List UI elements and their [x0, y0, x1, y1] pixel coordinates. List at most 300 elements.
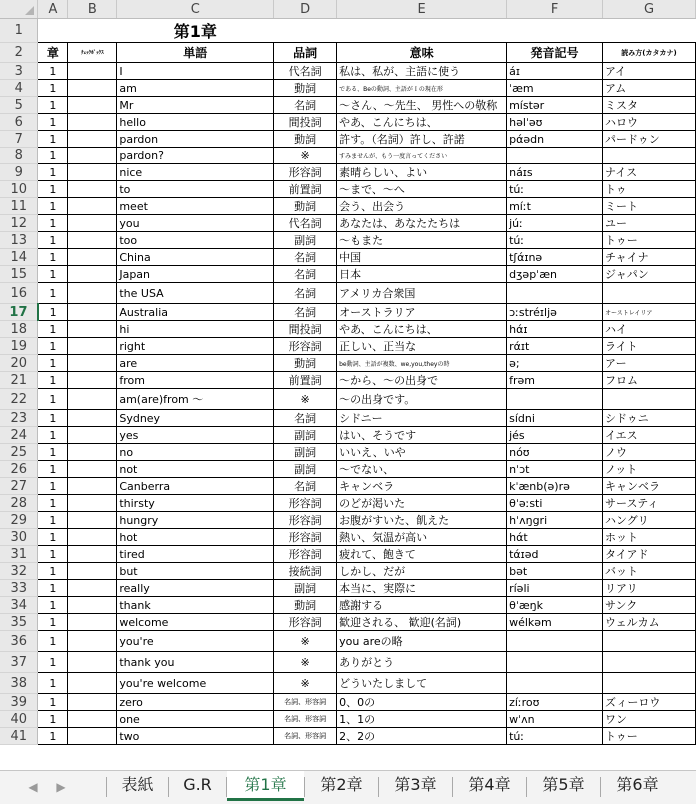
cell-word[interactable]: am [117, 80, 274, 97]
cell-katakana[interactable]: イエス [603, 427, 696, 444]
cell-checkbox[interactable] [68, 148, 117, 164]
cell-meaning[interactable]: 歓迎される、 歓迎(名詞) [337, 614, 507, 631]
cell-word[interactable]: pardon? [117, 148, 274, 164]
cell-word[interactable]: Australia [117, 304, 274, 321]
cell-word[interactable]: you [117, 215, 274, 232]
cell-word[interactable]: the USA [117, 283, 274, 304]
row-header[interactable]: 30 [0, 529, 38, 546]
cell-chapter[interactable]: 1 [38, 389, 68, 410]
cell-checkbox[interactable] [68, 232, 117, 249]
cell-katakana[interactable]: ナイス [603, 164, 696, 181]
cell-pos[interactable]: 代名詞 [274, 215, 337, 232]
cell-checkbox[interactable] [68, 215, 117, 232]
cell-checkbox[interactable] [68, 304, 117, 321]
cell-chapter[interactable]: 1 [38, 283, 68, 304]
cell-word[interactable]: you're [117, 631, 274, 652]
scroll-tabs-right-icon[interactable]: ▶ [56, 780, 66, 794]
cell-pos[interactable]: 動詞 [274, 80, 337, 97]
cell-checkbox[interactable] [68, 478, 117, 495]
row-header[interactable]: 22 [0, 389, 38, 410]
cell-katakana[interactable]: ユー [603, 215, 696, 232]
cell-checkbox[interactable] [68, 444, 117, 461]
cell-chapter[interactable]: 1 [38, 461, 68, 478]
cell-pos[interactable]: 副詞 [274, 427, 337, 444]
cell-phonetic[interactable] [507, 148, 603, 164]
cell-pos[interactable]: 名詞 [274, 97, 337, 114]
cell-word[interactable]: hi [117, 321, 274, 338]
cell-word[interactable]: Mr [117, 97, 274, 114]
cell-katakana[interactable]: フロム [603, 372, 696, 389]
cell-katakana[interactable]: ノウ [603, 444, 696, 461]
cell-checkbox[interactable] [68, 80, 117, 97]
row-header[interactable]: 27 [0, 478, 38, 495]
cell-word[interactable]: China [117, 249, 274, 266]
cell-checkbox[interactable] [68, 529, 117, 546]
cell-chapter[interactable]: 1 [38, 427, 68, 444]
cell-chapter[interactable]: 1 [38, 131, 68, 148]
cell-chapter[interactable]: 1 [38, 355, 68, 372]
cell-meaning[interactable]: ～から、～の出身で [337, 372, 507, 389]
cell-word[interactable]: welcome [117, 614, 274, 631]
row-header[interactable]: 16 [0, 283, 38, 304]
sheet-tab[interactable]: 第3章 [394, 775, 437, 794]
cell-pos[interactable]: 形容詞 [274, 338, 337, 355]
cell-phonetic[interactable]: tʃάɪnə [507, 249, 603, 266]
cell-phonetic[interactable]: túː [507, 181, 603, 198]
cell-katakana[interactable]: アー [603, 355, 696, 372]
cell-chapter[interactable]: 1 [38, 563, 68, 580]
cell-katakana[interactable]: アム [603, 80, 696, 97]
cell-pos[interactable]: 形容詞 [274, 512, 337, 529]
cell-meaning[interactable]: ～もまた [337, 232, 507, 249]
cell-word[interactable]: hot [117, 529, 274, 546]
cell-katakana[interactable]: パードゥン [603, 131, 696, 148]
cell-word[interactable]: zero [117, 694, 274, 711]
cell-meaning[interactable]: お腹がすいた、飢えた [337, 512, 507, 529]
cell-checkbox[interactable] [68, 673, 117, 694]
row-header[interactable]: 26 [0, 461, 38, 478]
header-chapter[interactable]: 章 [38, 43, 68, 63]
cell-word[interactable]: you're welcome [117, 673, 274, 694]
cell-chapter[interactable]: 1 [38, 728, 68, 745]
cell-checkbox[interactable] [68, 580, 117, 597]
cell-phonetic[interactable]: kˈænb(ə)rə [507, 478, 603, 495]
cell-chapter[interactable]: 1 [38, 444, 68, 461]
cell-checkbox[interactable] [68, 97, 117, 114]
cell-phonetic[interactable]: wˈʌn [507, 711, 603, 728]
sheet-tab[interactable]: 第6章 [616, 775, 659, 794]
row-header[interactable]: 13 [0, 232, 38, 249]
cell-checkbox[interactable] [68, 631, 117, 652]
cell-pos[interactable]: ※ [274, 631, 337, 652]
cell-pos[interactable]: 名詞 [274, 478, 337, 495]
cell-meaning[interactable]: 2、2の [337, 728, 507, 745]
scroll-tabs-left-icon[interactable]: ◀ [28, 780, 38, 794]
cell-checkbox[interactable] [68, 614, 117, 631]
cell-b1[interactable] [68, 19, 117, 43]
cell-phonetic[interactable]: θˈæŋk [507, 597, 603, 614]
cell-checkbox[interactable] [68, 652, 117, 673]
cell-katakana[interactable]: サンク [603, 597, 696, 614]
row-header[interactable]: 35 [0, 614, 38, 631]
column-header-d[interactable]: D [274, 0, 337, 19]
cell-checkbox[interactable] [68, 321, 117, 338]
cell-meaning[interactable]: しかし、だが [337, 563, 507, 580]
cell-phonetic[interactable]: rάɪt [507, 338, 603, 355]
cell-checkbox[interactable] [68, 410, 117, 427]
cell-word[interactable]: too [117, 232, 274, 249]
cell-word[interactable]: not [117, 461, 274, 478]
cell-katakana[interactable] [603, 283, 696, 304]
cell-katakana[interactable]: サースティ [603, 495, 696, 512]
row-header[interactable]: 41 [0, 728, 38, 745]
cell-meaning[interactable]: 1、1の [337, 711, 507, 728]
cell-katakana[interactable]: ハイ [603, 321, 696, 338]
cell-meaning[interactable]: すみませんが、もう一度言ってください [337, 148, 507, 164]
cell-chapter[interactable]: 1 [38, 114, 68, 131]
row-header[interactable]: 8 [0, 148, 38, 164]
row-header[interactable]: 3 [0, 63, 38, 80]
cell-meaning[interactable]: 熱い、気温が高い [337, 529, 507, 546]
cell-katakana[interactable] [603, 389, 696, 410]
row-header[interactable]: 20 [0, 355, 38, 372]
cell-d1[interactable] [274, 19, 337, 43]
cell-phonetic[interactable]: zíːroʊ [507, 694, 603, 711]
cell-chapter[interactable]: 1 [38, 597, 68, 614]
cell-word[interactable]: right [117, 338, 274, 355]
cell-meaning[interactable]: ～まで、～へ [337, 181, 507, 198]
row-header[interactable]: 12 [0, 215, 38, 232]
cell-chapter[interactable]: 1 [38, 529, 68, 546]
row-header[interactable]: 40 [0, 711, 38, 728]
cell-meaning[interactable]: シドニー [337, 410, 507, 427]
cell-checkbox[interactable] [68, 283, 117, 304]
cell-katakana[interactable]: ハロウ [603, 114, 696, 131]
cell-phonetic[interactable]: míːt [507, 198, 603, 215]
cell-meaning[interactable]: やあ、こんにちは、 [337, 114, 507, 131]
cell-chapter[interactable]: 1 [38, 673, 68, 694]
cell-phonetic[interactable]: pάədn [507, 131, 603, 148]
sheet-tab[interactable]: 第5章 [542, 775, 585, 794]
cell-chapter[interactable]: 1 [38, 546, 68, 563]
cell-meaning[interactable]: be動詞、主語が複数、we,you,theyの時 [337, 355, 507, 372]
cell-chapter[interactable]: 1 [38, 80, 68, 97]
row-header[interactable]: 28 [0, 495, 38, 512]
row-header[interactable]: 25 [0, 444, 38, 461]
cell-pos[interactable]: 名詞 [274, 304, 337, 321]
cell-chapter[interactable]: 1 [38, 652, 68, 673]
cell-chapter[interactable]: 1 [38, 148, 68, 164]
cell-meaning[interactable]: ～さん、～先生、 男性への敬称 [337, 97, 507, 114]
cell-phonetic[interactable]: místər [507, 97, 603, 114]
cell-pos[interactable]: 動詞 [274, 131, 337, 148]
cell-pos[interactable]: 名詞 [274, 410, 337, 427]
cell-katakana[interactable]: リアリ [603, 580, 696, 597]
row-header[interactable]: 11 [0, 198, 38, 215]
cell-pos[interactable]: 副詞 [274, 444, 337, 461]
cell-checkbox[interactable] [68, 198, 117, 215]
cell-phonetic[interactable]: nˈɔt [507, 461, 603, 478]
cell-word[interactable]: two [117, 728, 274, 745]
cell-checkbox[interactable] [68, 597, 117, 614]
cell-phonetic[interactable]: sídni [507, 410, 603, 427]
cell-chapter[interactable]: 1 [38, 321, 68, 338]
cell-pos[interactable]: 前置詞 [274, 181, 337, 198]
cell-pos[interactable]: 副詞 [274, 461, 337, 478]
cell-pos[interactable]: 副詞 [274, 580, 337, 597]
cell-word[interactable]: Canberra [117, 478, 274, 495]
cell-katakana[interactable]: ハングリ [603, 512, 696, 529]
cell-meaning[interactable]: 素晴らしい、よい [337, 164, 507, 181]
cell-chapter[interactable]: 1 [38, 495, 68, 512]
cell-pos[interactable]: ※ [274, 148, 337, 164]
cell-katakana[interactable]: ミート [603, 198, 696, 215]
cell-meaning[interactable]: アメリカ合衆国 [337, 283, 507, 304]
cell-phonetic[interactable]: ríəli [507, 580, 603, 597]
row-header[interactable]: 39 [0, 694, 38, 711]
cell-phonetic[interactable] [507, 652, 603, 673]
cell-katakana[interactable]: ミスタ [603, 97, 696, 114]
row-header-1[interactable]: 1 [0, 19, 38, 43]
cell-word[interactable]: nice [117, 164, 274, 181]
row-header[interactable]: 4 [0, 80, 38, 97]
cell-word[interactable]: one [117, 711, 274, 728]
cell-pos[interactable]: ※ [274, 652, 337, 673]
cell-checkbox[interactable] [68, 495, 117, 512]
cell-katakana[interactable]: アイ [603, 63, 696, 80]
cell-meaning[interactable]: 許す。（名詞）許し、許諾 [337, 131, 507, 148]
cell-pos[interactable]: 形容詞 [274, 614, 337, 631]
cell-pos[interactable]: 動詞 [274, 198, 337, 215]
cell-katakana[interactable]: ワン [603, 711, 696, 728]
cell-chapter[interactable]: 1 [38, 580, 68, 597]
cell-phonetic[interactable]: hˈʌŋgri [507, 512, 603, 529]
cell-chapter[interactable]: 1 [38, 164, 68, 181]
cell-pos[interactable]: 形容詞 [274, 546, 337, 563]
cell-meaning[interactable]: 疲れて、飽きて [337, 546, 507, 563]
cell-phonetic[interactable]: júː [507, 215, 603, 232]
cell-pos[interactable]: 間投詞 [274, 114, 337, 131]
cell-word[interactable]: thank you [117, 652, 274, 673]
cell-phonetic[interactable]: ɔːstréɪljə [507, 304, 603, 321]
cell-checkbox[interactable] [68, 63, 117, 80]
cell-katakana[interactable]: シドゥニ [603, 410, 696, 427]
cell-chapter[interactable]: 1 [38, 249, 68, 266]
cell-meaning[interactable]: ～でない、 [337, 461, 507, 478]
cell-pos[interactable]: 副詞 [274, 232, 337, 249]
cell-phonetic[interactable]: túː [507, 728, 603, 745]
header-phonetic[interactable]: 発音記号 [507, 43, 603, 63]
cell-phonetic[interactable] [507, 283, 603, 304]
cell-word[interactable]: are [117, 355, 274, 372]
cell-katakana[interactable] [603, 652, 696, 673]
cell-katakana[interactable]: チャイナ [603, 249, 696, 266]
cell-word[interactable]: yes [117, 427, 274, 444]
cell-checkbox[interactable] [68, 512, 117, 529]
row-header[interactable]: 32 [0, 563, 38, 580]
column-header-g[interactable]: G [603, 0, 696, 19]
cell-katakana[interactable]: ジャパン [603, 266, 696, 283]
cell-phonetic[interactable]: jés [507, 427, 603, 444]
cell-checkbox[interactable] [68, 114, 117, 131]
cell-word[interactable]: thirsty [117, 495, 274, 512]
cell-word[interactable]: Sydney [117, 410, 274, 427]
cell-f1[interactable] [507, 19, 603, 43]
cell-pos[interactable]: 名詞 [274, 283, 337, 304]
cell-phonetic[interactable]: túː [507, 232, 603, 249]
cell-phonetic[interactable]: bət [507, 563, 603, 580]
cell-word[interactable]: I [117, 63, 274, 80]
cell-phonetic[interactable]: náɪs [507, 164, 603, 181]
cell-katakana[interactable]: キャンベラ [603, 478, 696, 495]
cell-phonetic[interactable] [507, 389, 603, 410]
row-header[interactable]: 38 [0, 673, 38, 694]
row-header[interactable]: 34 [0, 597, 38, 614]
cell-word[interactable]: am(are)from ～ [117, 389, 274, 410]
cell-checkbox[interactable] [68, 338, 117, 355]
cell-pos[interactable]: 名詞 [274, 249, 337, 266]
row-header[interactable]: 5 [0, 97, 38, 114]
row-header-2[interactable]: 2 [0, 43, 38, 63]
cell-phonetic[interactable] [507, 631, 603, 652]
cell-phonetic[interactable]: tάɪəd [507, 546, 603, 563]
column-header-e[interactable]: E [337, 0, 507, 19]
cell-katakana[interactable] [603, 673, 696, 694]
cell-checkbox[interactable] [68, 711, 117, 728]
cell-g1[interactable] [603, 19, 696, 43]
cell-meaning[interactable]: やあ、こんにちは、 [337, 321, 507, 338]
row-header[interactable]: 23 [0, 410, 38, 427]
sheet-tab[interactable]: 第1章 [227, 771, 304, 801]
cell-katakana[interactable]: ウェルカム [603, 614, 696, 631]
cell-checkbox[interactable] [68, 131, 117, 148]
cell-checkbox[interactable] [68, 372, 117, 389]
sheet-tab[interactable]: 第2章 [320, 775, 363, 794]
cell-katakana[interactable]: ズィーロウ [603, 694, 696, 711]
cell-pos[interactable]: 動詞 [274, 597, 337, 614]
cell-meaning[interactable]: 0、0の [337, 694, 507, 711]
cell-chapter[interactable]: 1 [38, 63, 68, 80]
cell-phonetic[interactable]: həlˈəʊ [507, 114, 603, 131]
cell-phonetic[interactable]: ˈæm [507, 80, 603, 97]
cell-pos[interactable]: 代名詞 [274, 63, 337, 80]
cell-pos[interactable]: 動詞 [274, 355, 337, 372]
cell-chapter[interactable]: 1 [38, 478, 68, 495]
cell-phonetic[interactable]: θˈəːsti [507, 495, 603, 512]
cell-chapter[interactable]: 1 [38, 198, 68, 215]
cell-chapter[interactable]: 1 [38, 614, 68, 631]
cell-katakana[interactable]: トゥ [603, 181, 696, 198]
cell-meaning[interactable]: キャンベラ [337, 478, 507, 495]
cell-checkbox[interactable] [68, 181, 117, 198]
cell-word[interactable]: pardon [117, 131, 274, 148]
row-header[interactable]: 10 [0, 181, 38, 198]
row-header[interactable]: 18 [0, 321, 38, 338]
cell-word[interactable]: no [117, 444, 274, 461]
cell-katakana[interactable]: トゥー [603, 728, 696, 745]
cell-meaning[interactable]: のどが渇いた [337, 495, 507, 512]
sheet-tab[interactable]: G.R [183, 775, 212, 794]
column-header-c[interactable]: C [117, 0, 274, 19]
cell-checkbox[interactable] [68, 389, 117, 410]
cell-meaning[interactable]: 会う、出会う [337, 198, 507, 215]
cell-pos[interactable]: 間投詞 [274, 321, 337, 338]
cell-chapter[interactable]: 1 [38, 410, 68, 427]
cell-katakana[interactable]: オーストレイリア [603, 304, 696, 321]
cell-meaning[interactable]: 中国 [337, 249, 507, 266]
row-header[interactable]: 9 [0, 164, 38, 181]
cell-meaning[interactable]: 正しい、正当な [337, 338, 507, 355]
cell-katakana[interactable]: タイアド [603, 546, 696, 563]
row-header[interactable]: 29 [0, 512, 38, 529]
cell-meaning[interactable]: いいえ、いや [337, 444, 507, 461]
cell-chapter[interactable]: 1 [38, 694, 68, 711]
sheet-title[interactable]: 第1章 [173, 22, 217, 41]
cell-checkbox[interactable] [68, 266, 117, 283]
cell-phonetic[interactable]: frəm [507, 372, 603, 389]
row-header[interactable]: 19 [0, 338, 38, 355]
cell-chapter[interactable]: 1 [38, 266, 68, 283]
cell-chapter[interactable]: 1 [38, 232, 68, 249]
cell-pos[interactable]: 前置詞 [274, 372, 337, 389]
cell-meaning[interactable]: ～の出身です。 [337, 389, 507, 410]
cell-word[interactable]: really [117, 580, 274, 597]
column-header-f[interactable]: F [507, 0, 603, 19]
cell-checkbox[interactable] [68, 694, 117, 711]
cell-e1[interactable] [337, 19, 507, 43]
cell-meaning[interactable]: ありがとう [337, 652, 507, 673]
cell-meaning[interactable]: 私は、私が、主語に使う [337, 63, 507, 80]
cell-meaning[interactable]: あなたは、あなたたちは [337, 215, 507, 232]
cell-katakana[interactable]: ホット [603, 529, 696, 546]
cell-pos[interactable]: 接続詞 [274, 563, 337, 580]
cell-katakana[interactable] [603, 631, 696, 652]
row-header[interactable]: 7 [0, 131, 38, 148]
row-header[interactable]: 37 [0, 652, 38, 673]
header-pos[interactable]: 品詞 [274, 43, 337, 63]
row-header[interactable]: 6 [0, 114, 38, 131]
sheet-tab[interactable]: 表紙 [121, 775, 154, 794]
row-header[interactable]: 31 [0, 546, 38, 563]
row-header[interactable]: 33 [0, 580, 38, 597]
select-all-corner[interactable] [0, 0, 38, 19]
cell-pos[interactable]: 名詞、形容詞 [274, 728, 337, 745]
cell-chapter[interactable]: 1 [38, 631, 68, 652]
header-meaning[interactable]: 意味 [337, 43, 507, 63]
cell-pos[interactable]: ※ [274, 673, 337, 694]
cell-meaning[interactable]: 感謝する [337, 597, 507, 614]
cell-word[interactable]: hungry [117, 512, 274, 529]
cell-katakana[interactable]: トゥー [603, 232, 696, 249]
cell-meaning[interactable]: はい、そうです [337, 427, 507, 444]
header-checkbox[interactable]: ﾁｪｯｸﾎﾞｯｸｽ [68, 43, 117, 63]
header-katakana[interactable]: 読み方(カタカナ) [603, 43, 696, 63]
cell-phonetic[interactable]: hάt [507, 529, 603, 546]
cell-pos[interactable]: 形容詞 [274, 164, 337, 181]
cell-meaning[interactable]: どういたしまして [337, 673, 507, 694]
cell-word[interactable]: tired [117, 546, 274, 563]
cell-checkbox[interactable] [68, 164, 117, 181]
cell-pos[interactable]: 形容詞 [274, 495, 337, 512]
cell-checkbox[interactable] [68, 249, 117, 266]
cell-meaning[interactable]: である、Beの動詞、主語がＩの現在形 [337, 80, 507, 97]
cell-phonetic[interactable]: ə; [507, 355, 603, 372]
cell-chapter[interactable]: 1 [38, 215, 68, 232]
cell-phonetic[interactable]: dʒəpˈæn [507, 266, 603, 283]
cell-phonetic[interactable] [507, 673, 603, 694]
cell-checkbox[interactable] [68, 546, 117, 563]
cell-phonetic[interactable]: áɪ [507, 63, 603, 80]
